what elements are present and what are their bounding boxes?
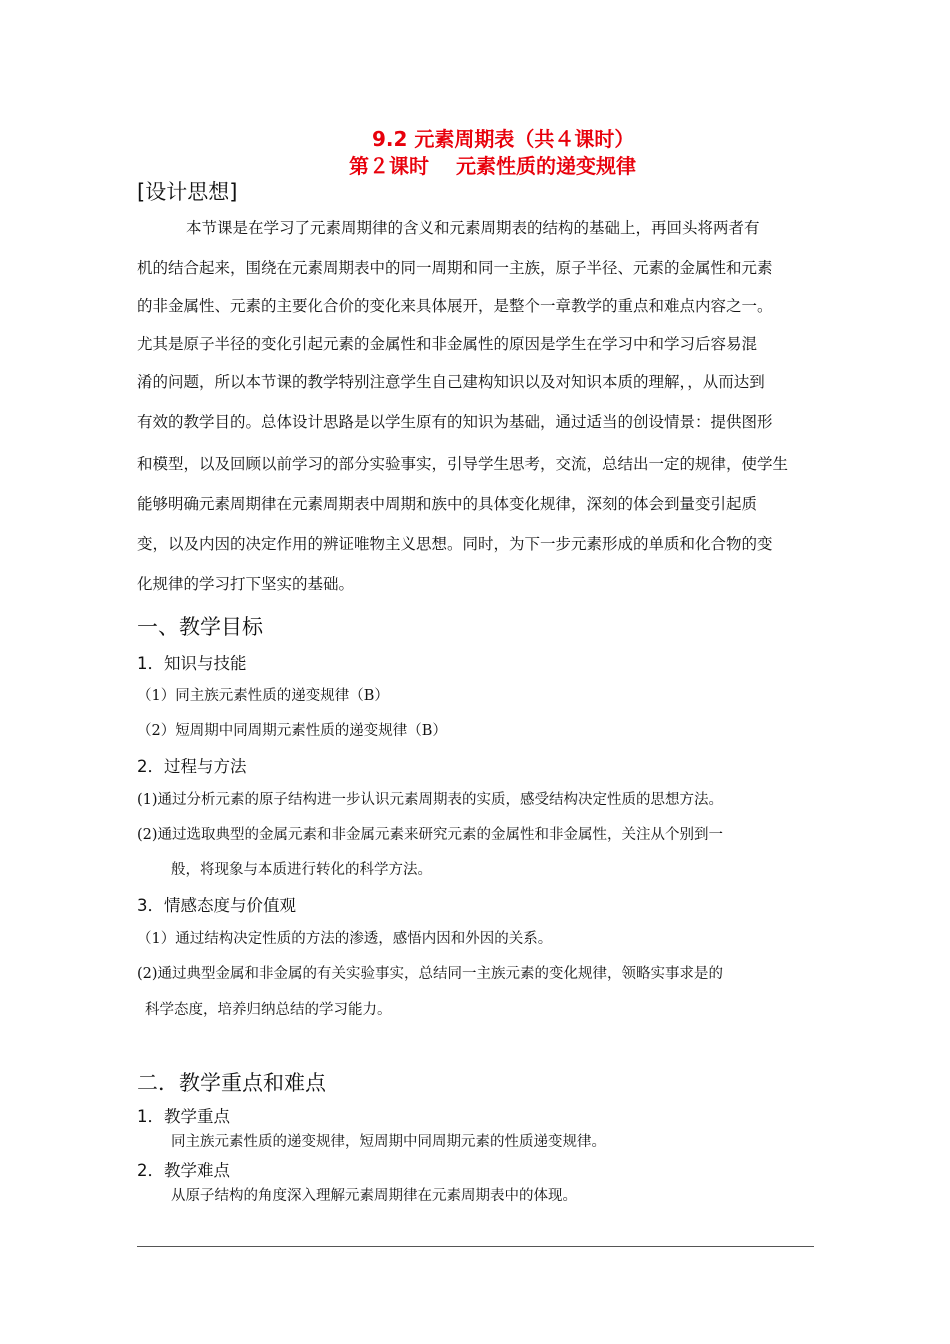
difficulty-text: 从原子结构的角度深入理解元素周期律在元素周期表中的体现。 [171,1188,577,1204]
design-line: 尤其是原子半径的变化引起元素的金属性和非金属性的原因是学生在学习中和学习后容易混 [137,335,758,353]
design-line: 机的结合起来，围绕在元素周期表中的同一周期和同一主族，原子半径、元素的金属性和元素 [137,259,773,277]
knowledge-item: （2）短周期中同周期元素性质的递变规律（B） [137,723,447,739]
knowledge-heading: 1．知识与技能 [137,654,247,673]
attitude-item: (2)通过典型金属和非金属的有关实验事实，总结同一主族元素的变化规律，领略实事求是的 [137,966,724,982]
attitude-heading: 3．情感态度与价值观 [137,896,296,915]
design-line: 能够明确元素周期律在元素周期表中周期和族中的具体变化规律，深刻的体会到量变引起质 [137,495,758,513]
design-line: 的非金属性、元素的主要化合价的变化来具体展开，是整个一章教学的重点和难点内容之一。 [137,297,773,315]
process-item: (2)通过选取典型的金属元素和非金属元素来研究元素的金属性和非金属性，关注从个别到一 [137,827,724,843]
process-item-continued: 般，将现象与本质进行转化的科学方法。 [171,862,432,878]
design-line: 淆的问题，所以本节课的教学特别注意学生自己建构知识以及对知识本质的理解，，从而达到 [137,373,765,391]
design-line: 化规律的学习打下坚实的基础。 [137,575,355,593]
design-line: 和模型，以及回顾以前学习的部分实验事实，引导学生思考，交流，总结出一定的规律，使学生 [137,455,789,473]
difficulty-heading: 2．教学难点 [137,1161,230,1180]
key-heading: 1．教学重点 [137,1107,230,1126]
key-text: 同主族元素性质的递变规律，短周期中同周期元素的性质递变规律。 [171,1134,606,1150]
page-subtitle: 第２课时 元素性质的递变规律 [349,154,636,178]
attitude-item: （1）通过结构决定性质的方法的渗透，感悟内因和外因的关系。 [137,931,553,947]
design-line: 变，以及内因的决定作用的辨证唯物主义思想。同时，为下一步元素形成的单质和化合物的变 [137,535,773,553]
footer-divider [137,1246,814,1247]
page-title: 9.2 元素周期表（共４课时） [372,127,635,151]
process-item: (1)通过分析元素的原子结构进一步认识元素周期表的实质，感受结构决定性质的思想方法。 [137,792,724,808]
knowledge-item: （1）同主族元素性质的递变规律（B） [137,688,389,704]
process-heading: 2．过程与方法 [137,757,247,776]
goals-heading: 一、教学目标 [137,615,263,639]
design-line: 有效的教学目的。总体设计思路是以学生原有的知识为基础，通过适当的创设情景：提供图形 [137,413,773,431]
attitude-item-continued: 科学态度，培养归纳总结的学习能力。 [145,1002,392,1018]
design-heading: [设计思想] [137,180,238,204]
focus-heading: 二．教学重点和难点 [137,1071,326,1095]
design-line: 本节课是在学习了元素周期律的含义和元素周期表的结构的基础上，再回头将两者有 [186,219,760,237]
